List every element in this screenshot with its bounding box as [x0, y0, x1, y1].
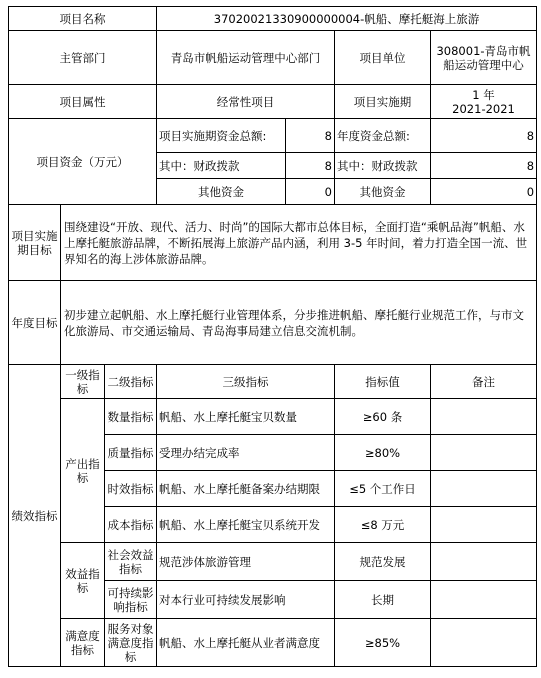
indicator-level3: 对本行业可持续发展影响 [157, 581, 335, 619]
indicator-note [431, 581, 537, 619]
indicator-value: ≤5 个工作日 [335, 471, 431, 507]
funds-annual-label: 年度资金总额: [335, 119, 431, 153]
indicator-value: ≥80% [335, 435, 431, 471]
project-name-label: 项目名称 [9, 7, 157, 31]
project-name-value: 37020021330900000004-帆船、摩托艇海上旅游 [157, 7, 537, 31]
period-range: 2021-2021 [452, 101, 515, 116]
funds-fiscal-value-1: 8 [286, 153, 335, 179]
indicator-level3: 帆船、水上摩托艇宝贝系统开发 [157, 507, 335, 543]
table-row [9, 619, 537, 667]
annual-goal-label: 年度目标 [9, 281, 61, 365]
unit-value: 308001-青岛市帆船运动管理中心 [431, 31, 537, 85]
indicator-note [431, 507, 537, 543]
unit-label: 项目单位 [335, 31, 431, 85]
indicator-header-level1: 一级指标 [61, 365, 105, 399]
indicator-level2: 社会效益指标 [105, 543, 157, 581]
indicator-level2: 质量指标 [105, 435, 157, 471]
period-label: 项目实施期 [335, 85, 431, 119]
indicator-level3: 规范涉体旅游管理 [157, 543, 335, 581]
indicator-level3: 受理办结完成率 [157, 435, 335, 471]
funds-fiscal-label-2: 其中：财政拨款 [335, 153, 431, 179]
indicator-level3: 帆船、水上摩托艇宝贝数量 [157, 399, 335, 435]
indicator-value: ≤8 万元 [335, 507, 431, 543]
period-years: 1 年 [472, 87, 495, 102]
period-value [431, 85, 537, 119]
indicator-header-value: 指标值 [335, 365, 431, 399]
table-row [9, 399, 537, 435]
indicator-value: 长期 [335, 581, 431, 619]
annual-goal-text: 初步建立起帆船、水上摩托艇行业管理体系，分步推进帆船、摩托艇行业规范工作，与市文化旅游局、市交通运输局、青岛海事局建立信息交流机制。 [61, 281, 537, 365]
indicator-note [431, 399, 537, 435]
indicator-value: 规范发展 [335, 543, 431, 581]
funds-fiscal-label-1: 其中：财政拨款 [157, 153, 286, 179]
funds-total-label: 项目实施期资金总额: [157, 119, 286, 153]
indicator-level1: 满意度指标 [61, 619, 105, 667]
indicator-level1: 效益指标 [61, 543, 105, 619]
funds-total-value: 8 [286, 119, 335, 153]
dept-label: 主管部门 [9, 31, 157, 85]
indicator-note [431, 435, 537, 471]
attr-label: 项目属性 [9, 85, 157, 119]
funds-annual-value: 8 [431, 119, 537, 153]
indicator-header-note: 备注 [431, 365, 537, 399]
indicator-level2: 数量指标 [105, 399, 157, 435]
period-goal-label: 项目实施期目标 [9, 205, 61, 281]
indicator-header-level3: 三级指标 [157, 365, 335, 399]
funds-other-label-1: 其他资金 [157, 179, 286, 205]
funds-label: 项目资金（万元） [9, 119, 157, 205]
indicator-level2: 可持续影响指标 [105, 581, 157, 619]
indicator-note [431, 471, 537, 507]
indicator-header-level2: 二级指标 [105, 365, 157, 399]
funds-fiscal-value-2: 8 [431, 153, 537, 179]
funds-other-value-1: 0 [286, 179, 335, 205]
indicator-level3: 帆船、水上摩托艇从业者满意度 [157, 619, 335, 667]
indicator-level2: 成本指标 [105, 507, 157, 543]
attr-value: 经常性项目 [157, 85, 335, 119]
dept-value: 青岛市帆船运动管理中心部门 [157, 31, 335, 85]
performance-target-table [8, 6, 537, 667]
indicator-value: ≥60 条 [335, 399, 431, 435]
indicator-level2: 服务对象满意度指标 [105, 619, 157, 667]
indicator-level1: 产出指标 [61, 399, 105, 543]
indicator-note [431, 619, 537, 667]
indicator-level3: 帆船、水上摩托艇备案办结期限 [157, 471, 335, 507]
indicator-note [431, 543, 537, 581]
indicator-level2: 时效指标 [105, 471, 157, 507]
funds-other-value-2: 0 [431, 179, 537, 205]
table-row [9, 543, 537, 581]
indicator-value: ≥85% [335, 619, 431, 667]
funds-other-label-2: 其他资金 [335, 179, 431, 205]
period-goal-text: 围绕建设“开放、现代、活力、时尚”的国际大都市总体目标，全面打造“乘帆品海”帆船、水上摩托艇旅游品牌，不断拓展海上旅游产品内涵，利用 3-5 年时间，着力打造全国一流、世界知名的海上涉体旅游品牌。 [61, 205, 537, 281]
indicator-section-label: 绩效指标 [9, 365, 61, 667]
